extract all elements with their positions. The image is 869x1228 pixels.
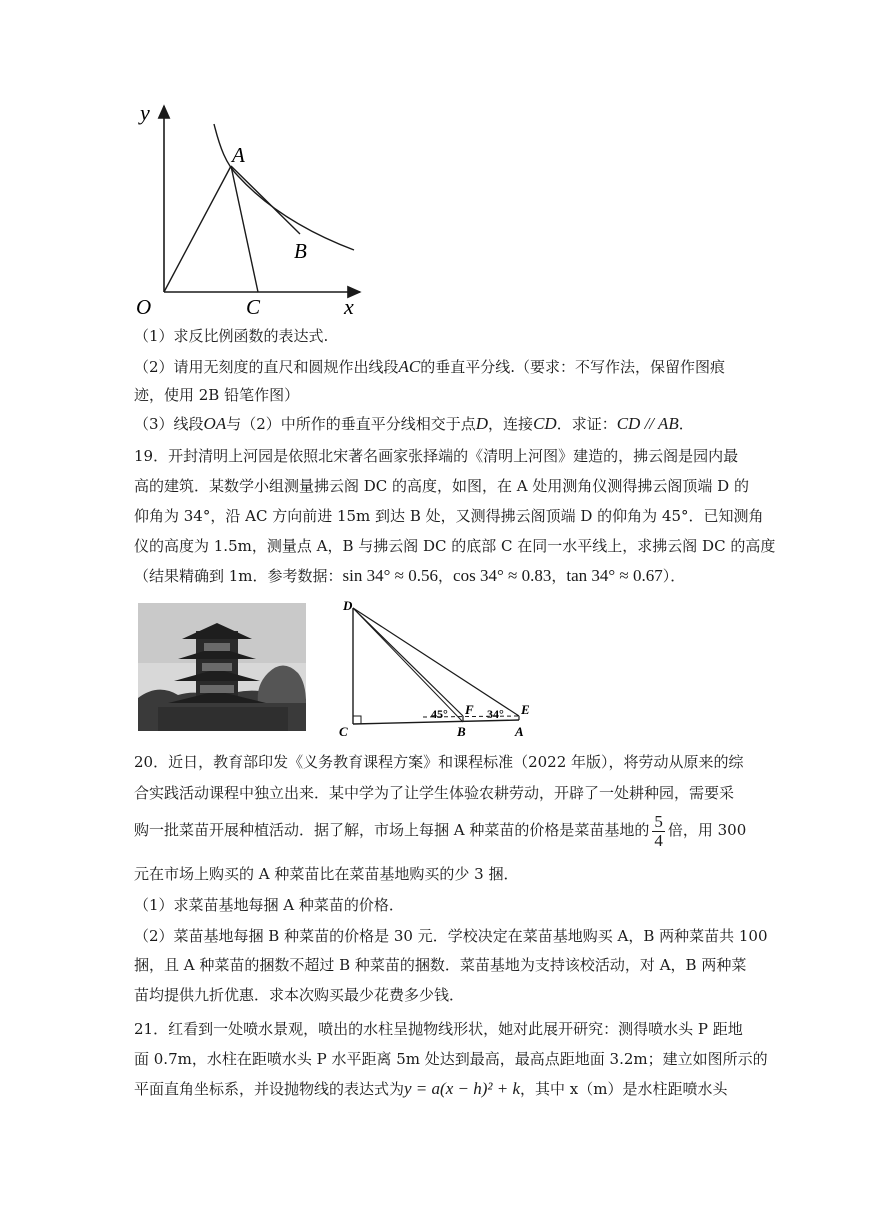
label-C: C [246, 295, 261, 319]
segment-DF [353, 608, 463, 716]
label-angle-34: 34° [487, 707, 504, 721]
label-A: A [232, 143, 245, 167]
fraction-5-4: $\frac{5}{4}$ [654, 811, 663, 850]
q20-part2: （2）菜苗基地每捆 B 种菜苗的价格是 30 元．学校决定在菜苗基地购买 A，B 两种菜苗共 100 [134, 927, 768, 945]
label-B: B [294, 239, 307, 263]
q19-line3: 仰角为 34°，沿 AC 方向前进 15m 到达 B 处，又测得拂云阁顶端 D 的仰角为 45°．已知测角 [134, 507, 764, 525]
q18-part2: （2）请用无刻度的直尺和圆规作出线段AC的垂直平分线.（要求：不写作法，保留作图痕 [134, 357, 726, 376]
q21-line2: 面 0.7m，水柱在距喷水头 P 水平距离 5m 处达到最高，最高点距地面 3.2m；建立如图所示的 [134, 1050, 768, 1068]
label-O: O [136, 295, 152, 319]
q20-line1: 20．近日，教育部印发《义务教育课程方案》和课程标准（2022 年版），将劳动从原来的综 [134, 753, 744, 771]
q18-part3: （3）线段OA与（2）中所作的垂直平分线相交于点D，连接CD．求证：CD // AB． [134, 414, 694, 433]
segment-DB [353, 608, 463, 722]
q18-part1: （1）求反比例函数的表达式. [134, 327, 329, 345]
label-B2: B [457, 724, 466, 738]
segment-OA [164, 166, 231, 292]
angle-measurement-figure [335, 598, 540, 738]
q18-part2-cont: 迹，使用 2B 铅笔作图） [134, 386, 300, 404]
label-x: x [344, 294, 354, 319]
q21-line1: 21．红看到一处喷水景观，喷出的水柱呈抛物线形状，她对此展开研究：测得喷水头 P 距地 [134, 1020, 743, 1038]
label-F: F [465, 702, 474, 717]
hyperbola-figure [128, 96, 368, 322]
q20-line3: 购一批菜苗开展种植活动．据了解，市场上每捆 A 种菜苗的价格是菜苗基地的 $\frac{5}{4}$ 倍，用 300 [134, 811, 747, 850]
pavilion-photo [138, 603, 306, 731]
label-angle-45: 45° [431, 707, 448, 721]
q21-line3: 平面直角坐标系，并设抛物线的表达式为y = a(x − h)² + k，其中 x（m）是水柱距喷水头 [134, 1079, 728, 1098]
q19-line5: （结果精确到 1m．参考数据：sin 34° ≈ 0.56，cos 34° ≈ 0.83，tan 34° ≈ 0.67）． [134, 566, 686, 585]
q19-line2: 高的建筑．某数学小组测量拂云阁 DC 的高度，如图，在 A 处用测角仪测得拂云阁顶端 D 的 [134, 477, 749, 495]
segment-AB [231, 166, 300, 234]
label-E: E [521, 702, 530, 717]
q20-part2-cont2: 苗均提供九折优惠．求本次购买最少花费多少钱． [134, 986, 465, 1004]
right-angle-mark [353, 716, 361, 724]
segment-AC [231, 166, 258, 292]
q20-line4: 元在市场上购买的 A 种菜苗比在菜苗基地购买的少 3 捆． [134, 865, 519, 883]
label-D: D [343, 598, 353, 613]
q20-part2-cont1: 捆，且 A 种菜苗的捆数不超过 B 种菜苗的捆数．菜苗基地为支持该校活动，对 A，B 两种菜 [134, 956, 747, 974]
q20-part1: （1）求菜苗基地每捆 A 种菜苗的价格． [134, 896, 404, 914]
label-A2: A [515, 724, 524, 738]
label-y: y [140, 100, 150, 125]
label-C2: C [339, 724, 348, 738]
q19-line4: 仪的高度为 1.5m，测量点 A，B 与拂云阁 DC 的底部 C 在同一水平线上，求拂云阁 DC 的高度 [134, 537, 776, 555]
q20-line2: 合实践活动课程中独立出来．某中学为了让学生体验农耕劳动，开辟了一处耕种园，需要采 [134, 784, 735, 802]
q19-line1: 19．开封清明上河园是依照北宋著名画家张择端的《清明上河图》建造的，拂云阁是园内最 [134, 447, 739, 465]
segment-DE [353, 608, 519, 716]
